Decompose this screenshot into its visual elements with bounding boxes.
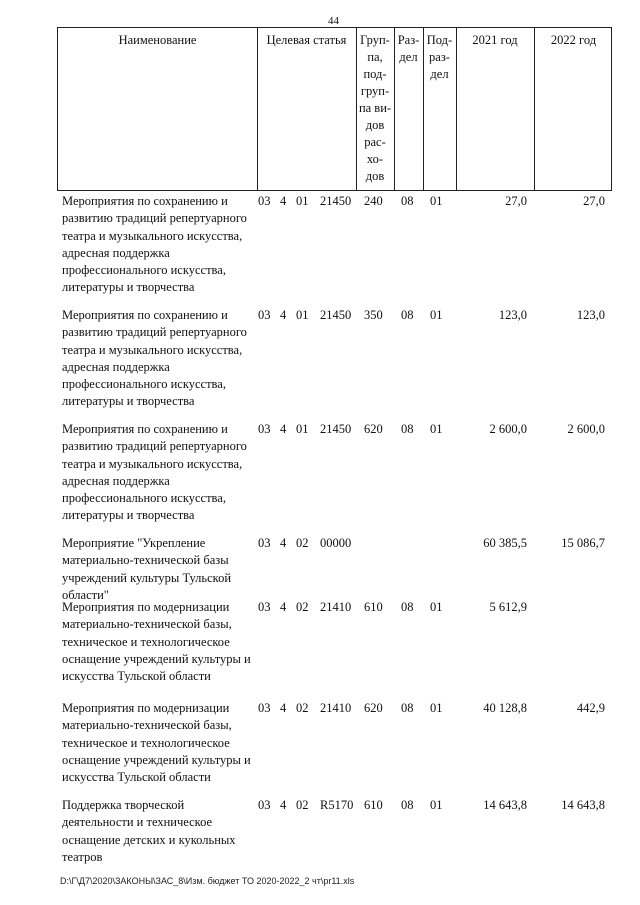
row-section: 08 <box>401 600 414 614</box>
row-value-2022: 2 600,0 <box>567 422 605 436</box>
row-group: 610 <box>364 798 383 812</box>
row-value-2021: 14 643,8 <box>483 798 527 812</box>
row-name: Мероприятия по модернизации материально-технической базы, техническое и технологическое оснащение учреждений культуры и искусства Тульской области <box>62 701 251 785</box>
row-code-4: 00000 <box>320 536 352 550</box>
row-subsection: 01 <box>430 194 443 208</box>
row-code-4: 21450 <box>320 422 352 436</box>
row-code-1: 03 <box>258 422 271 436</box>
row-code-4: 21410 <box>320 600 352 614</box>
row-value-2021: 2 600,0 <box>489 422 527 436</box>
row-value-2021: 123,0 <box>498 308 527 322</box>
row-group: 240 <box>364 194 383 208</box>
row-code-2: 4 <box>280 600 287 614</box>
row-code-3: 02 <box>296 536 309 550</box>
row-code-2: 4 <box>280 701 287 715</box>
row-code-2: 4 <box>280 798 287 812</box>
row-group: 610 <box>364 600 383 614</box>
row-code-1: 03 <box>258 798 271 812</box>
row-code-1: 03 <box>258 308 271 322</box>
row-code-1: 03 <box>258 600 271 614</box>
row-subsection: 01 <box>430 422 443 436</box>
row-code-3: 02 <box>296 798 309 812</box>
row-code-3: 02 <box>296 600 309 614</box>
row-name: Мероприятия по модернизации материально-технической базы, техническое и технологическое оснащение учреждений культуры и искусства Тульской области <box>62 600 251 684</box>
row-group: 620 <box>364 422 383 436</box>
header-group: Груп- па, под- груп- па ви- дов рас- хо- дов <box>358 33 392 183</box>
row-code-3: 01 <box>296 422 309 436</box>
file-path-footer: D:\Г\Д7\2020\ЗАКОНЫ\ЗАС_8\Изм. бюджет ТО 2020-2022_2 чт\pr11.xls <box>60 876 355 886</box>
header-2021: 2021 год <box>472 33 518 47</box>
row-code-2: 4 <box>280 308 287 322</box>
row-code-1: 03 <box>258 194 271 208</box>
row-code-2: 4 <box>280 422 287 436</box>
header-section: Раз- дел <box>397 33 420 64</box>
row-subsection: 01 <box>430 798 443 812</box>
row-section: 08 <box>401 422 414 436</box>
header-target: Целевая статья <box>266 33 347 47</box>
row-value-2021: 5 612,9 <box>489 600 527 614</box>
row-code-2: 4 <box>280 194 287 208</box>
row-section: 08 <box>401 194 414 208</box>
row-value-2021: 27,0 <box>505 194 527 208</box>
row-section: 08 <box>401 308 414 322</box>
row-code-1: 03 <box>258 701 271 715</box>
row-code-3: 02 <box>296 701 309 715</box>
row-subsection: 01 <box>430 600 443 614</box>
row-name: Мероприятия по сохранению и развитию традиций репертуарного театра и музыкального искусства, адресная поддержка профессионального искусства, литературы и творчества <box>62 308 247 409</box>
row-subsection: 01 <box>430 701 443 715</box>
row-value-2022: 14 643,8 <box>561 798 605 812</box>
row-name: Мероприятия по сохранению и развитию традиций репертуарного театра и музыкального искусства, адресная поддержка профессионального искусства, литературы и творчества <box>62 422 247 523</box>
header-2022: 2022 год <box>550 33 597 47</box>
row-value-2022: 123,0 <box>576 308 605 322</box>
row-value-2022: 442,9 <box>576 701 605 715</box>
row-code-4: R5170 <box>320 798 354 812</box>
row-code-2: 4 <box>280 536 287 550</box>
table-header <box>57 27 612 191</box>
header-subsection: Под- раз- дел <box>426 33 453 81</box>
page-number: 44 <box>328 15 339 27</box>
row-name: Поддержка творческой деятельности и техническое оснащение детских и кукольных театров <box>62 798 236 864</box>
row-name: Мероприятия по сохранению и развитию традиций репертуарного театра и музыкального искусства, адресная поддержка профессионального искусства, литературы и творчества <box>62 194 247 295</box>
row-code-3: 01 <box>296 308 309 322</box>
row-code-4: 21410 <box>320 701 352 715</box>
row-code-4: 21450 <box>320 194 352 208</box>
row-value-2021: 40 128,8 <box>483 701 527 715</box>
row-section: 08 <box>401 701 414 715</box>
row-value-2022: 27,0 <box>583 194 605 208</box>
row-value-2022: 15 086,7 <box>561 536 605 550</box>
row-group: 620 <box>364 701 383 715</box>
row-group: 350 <box>364 308 383 322</box>
row-code-1: 03 <box>258 536 271 550</box>
row-code-4: 21450 <box>320 308 352 322</box>
row-value-2021: 60 385,5 <box>483 536 527 550</box>
row-subsection: 01 <box>430 308 443 322</box>
row-code-3: 01 <box>296 194 309 208</box>
row-section: 08 <box>401 798 414 812</box>
header-name: Наименование <box>118 33 197 47</box>
row-name: Мероприятие "Укрепление материально-технической базы учреждений культуры Тульской области" <box>62 536 232 602</box>
